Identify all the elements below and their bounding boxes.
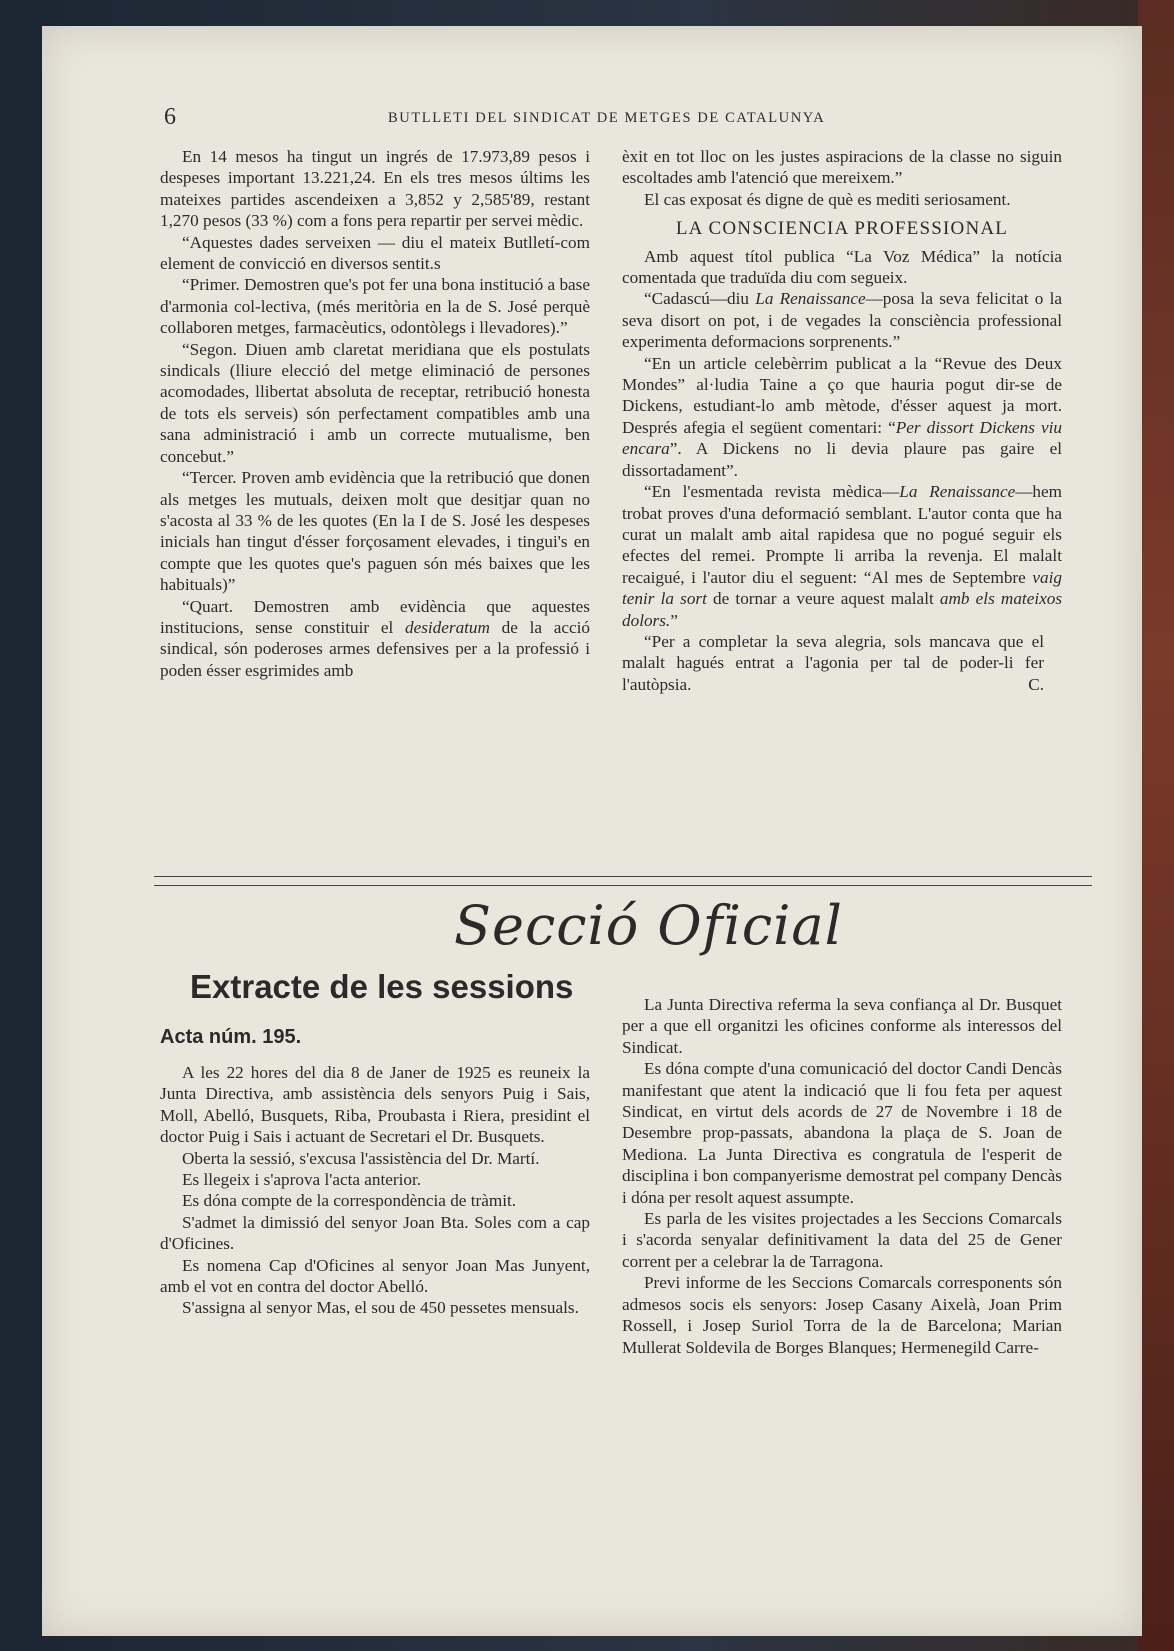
closing-paragraph [622,631,1062,695]
page [42,26,1142,1636]
right-column-bottom [622,994,1062,1358]
paragraph: “Primer. Demostren que's pot fer una bona institució a base d'armonia col-lectiva, (més meritòria en la de S. José perquè collaboren metges, farmacèutics, odontòlegs i llevadores).” [160,275,590,338]
book-spine [1138,0,1174,1651]
paragraph [622,288,1062,352]
text-run: “En un article celebèrrim publicat a la “Revue des Deux Mondes” al·ludia Taine a ço que hauria pogut dir-se de Dickens, estudiant-lo amb mètode, d'ésser aquest ja mort. Després afegia el següent comentari: “ [622,353,1062,437]
text-run: —posa la seva felicitat o la seva disort on pot, i de vegades la consciència professional experimenta deformacions sorprenents.” [622,289,1062,352]
right-column-top [622,146,1062,696]
section-heading: LA CONSCIENCIA PROFESSIONAL [675,218,1009,240]
text-run: de la acció sindical, són poderoses armes defensives per a la professió i poden ésser esgrimides amb [160,617,590,680]
paragraph: “Tercer. Proven amb evidència que la retribució que donen als metges les mutuals, deixen molt que desitjar quan no s'acosta al 33 % de les quotes (En la I de S. José les despeses inicials han tingut d'ésser forçosament elevades, i tingui's en compte que les quotes que's paguen són més baixes que les habituals)” [160,468,590,595]
section-divider [154,876,1092,886]
text-run: ” [670,610,678,630]
italic-run: desideratum [404,617,490,637]
paragraph: S'admet la dimissió del senyor Joan Bta. Soles com a cap d'Oficines. [160,1212,590,1254]
left-column-bottom [160,1062,590,1319]
paragraph: S'assigna al senyor Mas, el sou de 450 pessetes mensuals. [182,1298,579,1318]
paragraph: Es parla de les visites projectades a les Seccions Comarcals i s'acorda senyalar definitivament la data del 25 de Gener corrent per a celebrar la de Tarragona. [622,1209,1062,1271]
text-run: ”. A Dickens no li devia plaure pas gaire el dissortadament”. [622,439,1062,480]
page-number: 6 [164,104,176,130]
paragraph: Es llegeix i s'aprova l'acta anterior. [182,1170,422,1190]
paragraph: En 14 mesos ha tingut un ingrés de 17.973,89 pesos i despeses important 13.221,24. En els tres mesos últims les mateixes partides ascendeixen a 3,852 y 2,585'89, restant 1,270 pesos (33 %) com a fons pera repartir per servei mèdic. [160,147,590,231]
paragraph [622,481,1062,631]
text-run: “Cadascú—diu [644,289,756,309]
paragraph: Es nomena Cap d'Oficines al senyor Joan Mas Junyent, amb el vot en contra del doctor Abelló. [160,1255,590,1297]
italic-run: La Renaissance [755,289,866,309]
paragraph: Previ informe de les Seccions Comarcals corresponents són admesos socis els senyors: Josep Casany Aixelà, Joan Prim Rossell, i Josep Suriol Torra de la de Barcelona; Marian Mullerat Soldevila de Borges Blanques; Hermenegild Carre- [622,1273,1062,1357]
running-head: BUTLLETI DEL SINDICAT DE METGES DE CATALUNYA [388,110,826,126]
paragraph: èxit en tot lloc on les justes aspiracions de la classe no siguin escoltades amb l'atenció que mereixem.” [622,147,1062,188]
left-column-top [160,146,590,681]
article-title: Extracte de les sessions [190,968,574,1005]
italic-run: vaig tenir la sort [622,567,1062,609]
paragraph: La Junta Directiva referma la seva confiança al Dr. Busquet per a que ell organitzi les oficines conforme als interessos del Sindicat. [622,995,1062,1057]
paragraph: Amb aquest títol publica “La Voz Médica” la notícia comentada que traduïda diu com segueix. [622,246,1062,288]
acta-title: Acta núm. 195. [160,1026,302,1048]
paragraph: “Segon. Diuen amb claretat meridiana que els postulats sindicals (lliure elecció del metge eliminació de persones acomodades, llibertat absoluta de receptar, retribució honesta de tots els serveis) són perfectament compatibles amb una sana administració i amb un correcte mutualisme, ben concebut.” [160,339,590,466]
signature: C. [1028,675,1044,695]
paragraph-text: “Per a completar la seva alegria, sols mancava que el malalt hagués entrat a l'agonia per tal de poder-li fer l'autòpsia. [622,631,1044,694]
italic-run: Per dissort Dickens viu encara [622,417,1062,459]
paragraph [622,353,1062,481]
italic-run: La Renaissance [899,482,1016,502]
paragraph [160,596,590,682]
paragraph: “Aquestes dades serveixen — diu el mateix Butlletí-com element de convicció en diversos sentit.s [160,232,590,274]
page-header [42,104,1142,134]
paragraph: Es dóna compte de la correspondència de tràmit. [182,1191,517,1211]
text-run: de tornar a veure aquest malalt [706,589,940,609]
italic-run: amb els mateixos dolors. [622,589,1063,630]
text-run: “Quart. Demostren amb evidència que aquestes institucions, sense constituir el [160,596,590,637]
paragraph: A les 22 hores del dia 8 de Janer de 1925 es reuneix la Junta Directiva, amb assistència dels senyors Puig i Sais, Moll, Abelló, Busquets, Riba, Proubasta i Riera, presidint el doctor Puig i Sais i actuant de Secretari el Dr. Busquets. [160,1063,590,1147]
paragraph: Es dóna compte d'una comunicació del doctor Candi Dencàs manifestant que atent la indicació que li fou feta per aquest Sindicat, en virtut dels acords de 27 de Novembre i 18 de Desembre prop-passats, abandona la plaça de S. Joan de Mediona. La Junta Directiva es congratula de l'esperit de disciplina i bon companyerisme demostrat pel company Dencàs i dóna per resolt aquest assumpte. [622,1059,1062,1207]
section-title: Secció Oficial [454,894,843,957]
text-run: “En l'esmentada revista mèdica— [644,482,900,502]
paragraph: Oberta la sessió, s'excusa l'assistència del Dr. Martí. [182,1148,540,1168]
paragraph: El cas exposat és digne de què es mediti seriosament. [644,189,1011,209]
text-run: —hem trobat proves d'una deformació semblant. L'autor conta que ha curat un malalt amb aital rapidesa que no pogué seguir els efectes del remei. Prompte li arriba la revenja. El malalt recaigué, i l'autor diu el seguent: “Al mes de Septembre [622,482,1062,587]
